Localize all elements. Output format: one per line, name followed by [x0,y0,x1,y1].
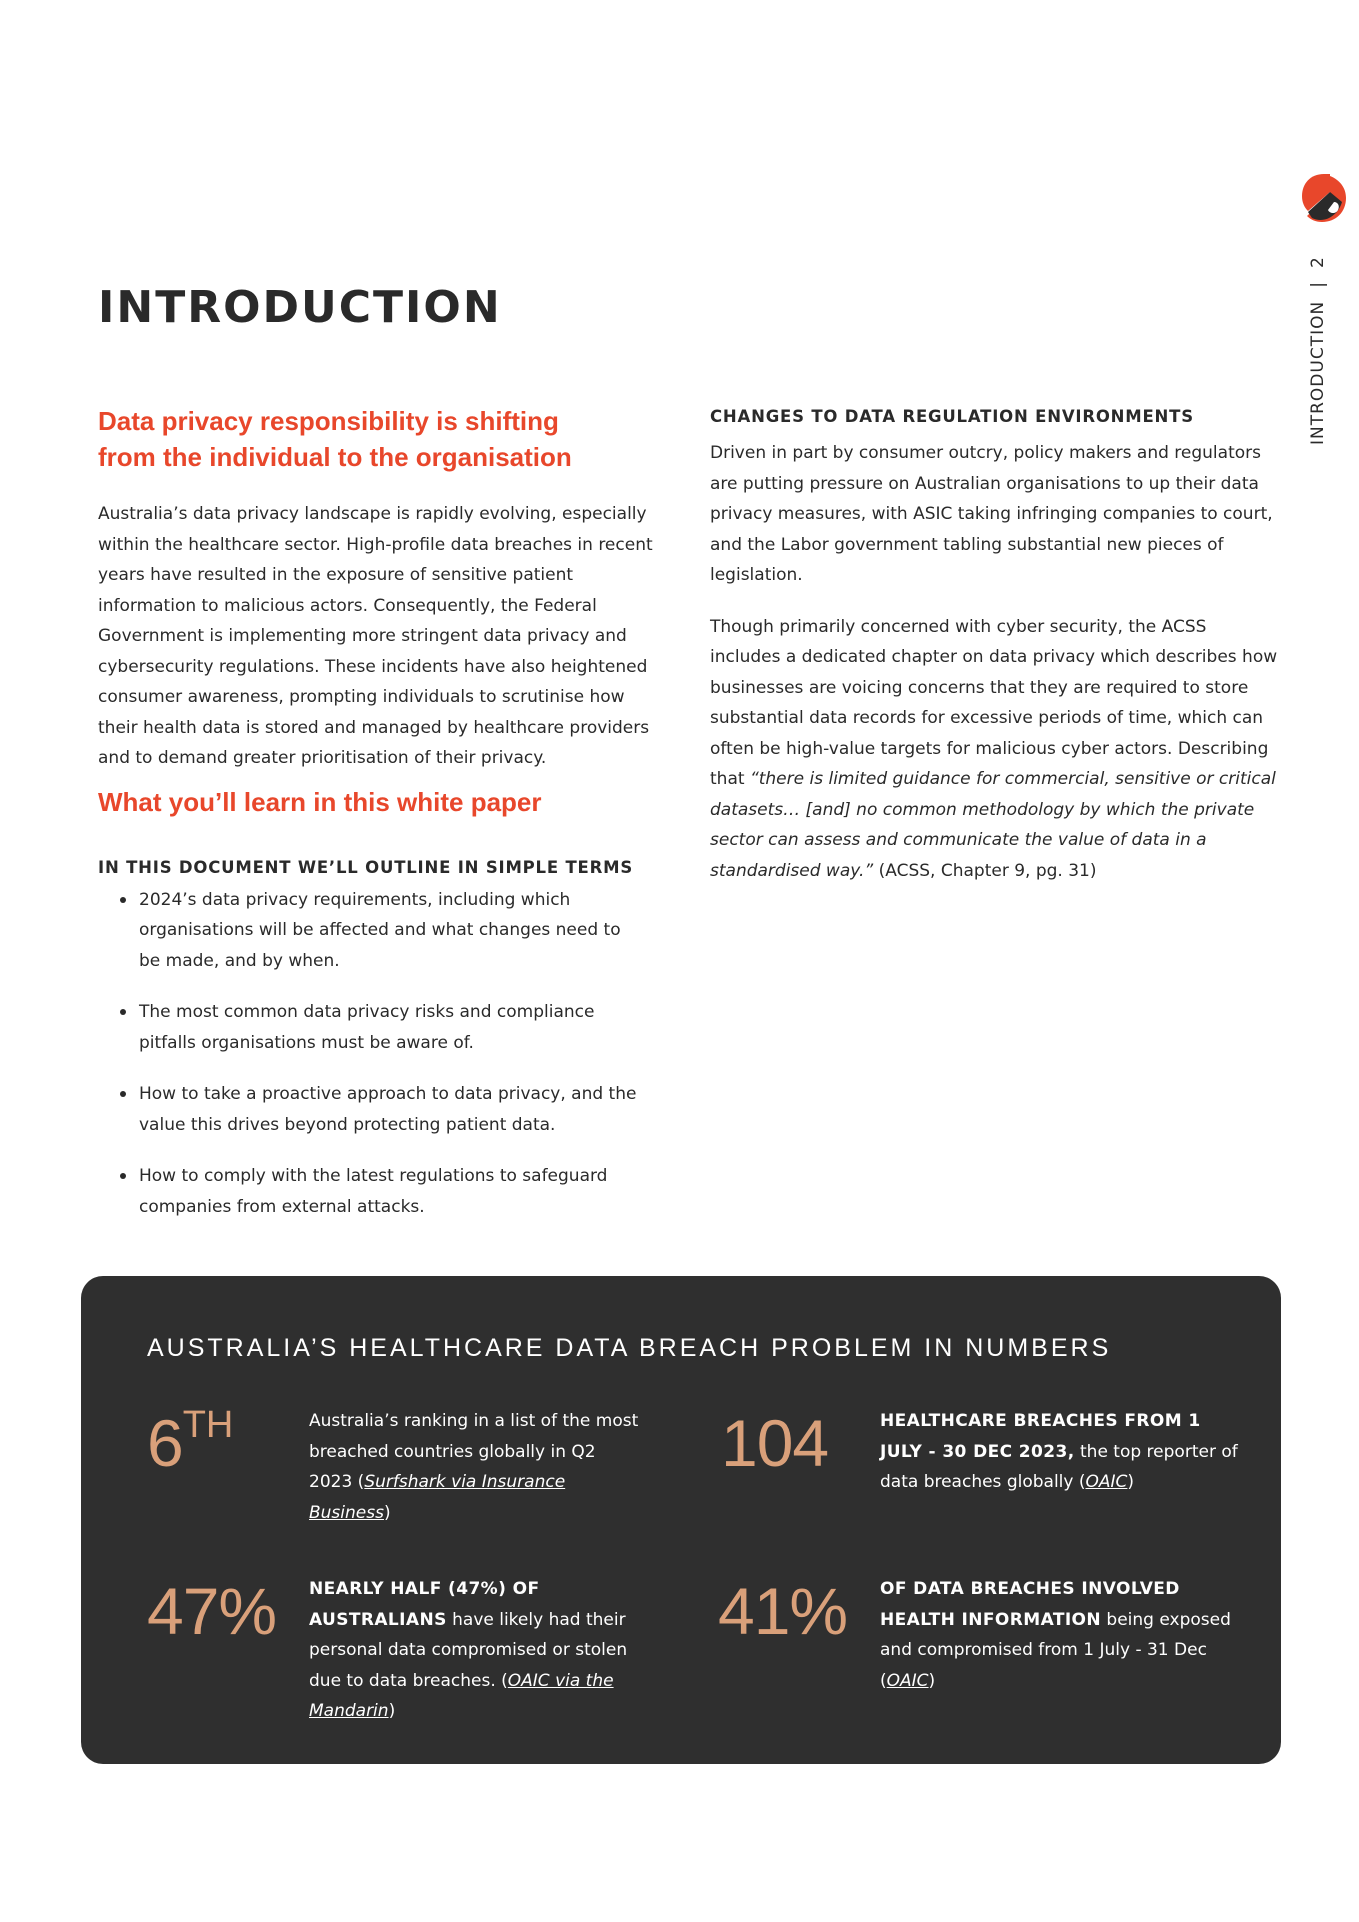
list-item [98,997,639,1058]
stat-text: Australia’s ranking in a list of the most breached countries globally in Q2 2023 ( [309,1411,639,1492]
stat-lead: NEARLY HALF (47%) OF AUSTRALIANS [309,1579,540,1630]
outline-list [98,885,658,1223]
separator: | [1308,281,1328,288]
intro-paragraph: Australia’s data privacy landscape is rapidly evolving, especially within the healthcare sector. High-profile data breaches in recent years have resulted in the exposure of sensitive patient information to malicious actors. Consequently, the Federal Government is implementing more stringent data privacy and cybersecurity regulations. These incidents have also heightened consumer awareness, prompting individuals to scrutinise how their health data is stored and managed by healthcare providers and to demand greater prioritisation of their privacy. [98,504,653,768]
regulation-paragraph-1: Driven in part by consumer outcry, policy makers and regulators are putting pressure on Australian organisations to up their data privacy measures, with ASIC taking infringing companies to court, and the Labor government tabling substantial new pieces of legislation. [710,443,1273,585]
stat-text: have likely had their personal data compromised or stolen due to data breaches. ( [309,1609,628,1691]
list-item-text: 2024’s data privacy requirements, including which organisations will be affected and what changes need to be made, and by when. [139,889,621,971]
stat-text: being exposed and compromised from 1 July - 31 Dec ( [880,1609,1231,1691]
brand-logo-icon [1300,172,1348,226]
bullet-icon [120,897,126,903]
stats-title: AUSTRALIA’S HEALTHCARE DATA BREACH PROBLEM IN NUMBERS [147,1334,1112,1362]
stat-number-breaches: 104 [721,1406,829,1480]
stat-text: the top reporter of data breaches globally ( [880,1441,1238,1492]
source-link[interactable]: OAIC [1085,1472,1128,1492]
page-title: INTRODUCTION [98,282,502,333]
stat-close: ) [383,1502,391,1523]
stats-panel [81,1276,1281,1764]
section-page-label [1308,256,1328,445]
list-item [98,885,639,977]
section-name: INTRODUCTION [1308,300,1328,445]
stat-lead: OF DATA BREACHES INVOLVED HEALTH INFORMATION [880,1579,1180,1630]
list-item-text: How to take a proactive approach to data privacy, and the value this drives beyond protecting patient data. [139,1084,637,1135]
right-column [710,407,1280,886]
source-link[interactable]: OAIC [886,1670,929,1691]
source-link[interactable]: Surfshark via Insurance Business [309,1472,566,1523]
stat-close: ) [388,1701,396,1721]
page-number: 2 [1308,256,1328,269]
stat-description-ranking [309,1406,639,1528]
bullet-icon [120,1009,126,1015]
stat-number-ranking [147,1404,234,1480]
stat-description-health-info [880,1574,1240,1696]
outline-heading: IN THIS DOCUMENT WE’LL OUTLINE IN SIMPLE TERMS [98,857,634,877]
stat-description-breaches [880,1406,1240,1498]
citation: (ACSS, Chapter 9, pg. 31) [873,860,1097,881]
stat-lead: HEALTHCARE BREACHES FROM 1 JULY - 30 DEC 2023, [880,1411,1201,1462]
stat-close: ) [1127,1472,1135,1492]
bullet-icon [120,1173,126,1179]
subheading-line-2: from the individual to the organisation [98,442,572,472]
stat-close: ) [928,1670,936,1691]
subheading-what-you-learn: What you’ll learn in this white paper [98,786,542,817]
subheading-privacy-shift [98,403,658,475]
left-column [98,403,658,1243]
stat-number-australians: 47% [147,1574,277,1648]
regulation-heading: CHANGES TO DATA REGULATION ENVIRONMENTS [710,407,1194,426]
stat-description-australians [309,1574,659,1727]
bullet-icon [120,1091,126,1097]
source-link[interactable]: OAIC via the Mandarin [309,1670,614,1721]
list-item-text: How to comply with the latest regulations to safeguard companies from external attacks. [139,1166,608,1217]
acss-quote: “there is limited guidance for commercial, sensitive or critical datasets… [and] no common methodology by which the private sector can assess and communicate the value of data in a standardised way.” [710,769,1276,881]
list-item-text: The most common data privacy risks and compliance pitfalls organisations must be aware of. [139,1002,595,1053]
stat-number-health-info: 41% [718,1574,848,1648]
paragraph-text: Though primarily concerned with cyber security, the ACSS includes a dedicated chapter on data privacy which describes how businesses are voicing concerns that they are required to store substantial data records for excessive periods of time, which can often be high-value targets for malicious cyber actors. Describing that [710,616,1278,789]
subheading-line-1: Data privacy responsibility is shifting [98,406,559,436]
list-item [98,1161,639,1222]
regulation-paragraph-2 [710,612,1280,887]
stat-suffix: TH [182,1404,234,1446]
list-item [98,1079,639,1140]
stat-value: 6 [147,1406,183,1480]
